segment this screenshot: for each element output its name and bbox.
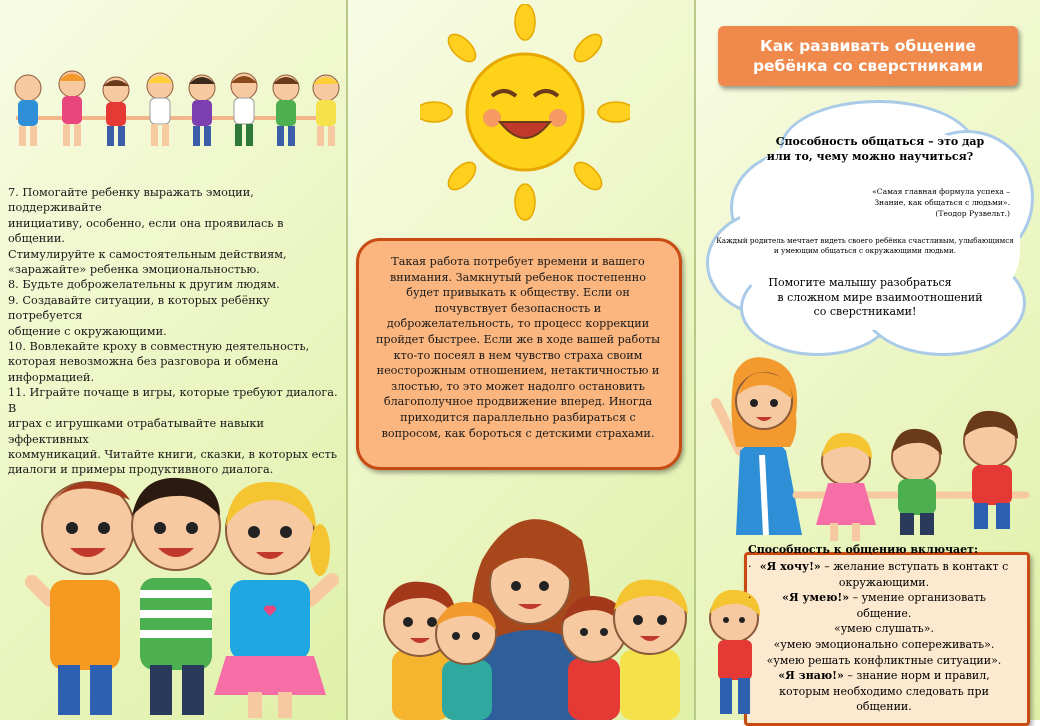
advice-line: 7. Помогайте ребенку выражать эмоции, поддерживайте [8,186,254,215]
quote-line: Знание, как общаться с людьми». [874,198,1010,207]
ability-item: «умею решать конфликтные ситуации». [766,653,1002,667]
ability-item: · «Я хочу!» – желание вступать в контакт с [748,560,1009,573]
info-line: внимания. Замкнутый ребенок постепенно [389,270,647,284]
kid-figure [313,75,339,146]
info-line: благополучное продвижение вперед. Иногда [383,395,653,409]
ability-item-cont: которым необходимо следовать при [779,684,989,698]
advice-line: играх с игрушками отрабатывайте навыки эффективных [8,417,264,446]
info-line: неосторожным отношением, нетактичностью и [376,364,660,378]
kid-figure [892,429,942,535]
ability-item: · «Я умею!» – умение организовать [748,591,986,605]
question-line: или то, чему можно научиться? [766,150,974,163]
advice-line: коммуникаций. Читайте книги, сказки, в которых есть [8,447,338,461]
cloud-wish [700,236,1030,256]
ability-item: «умею эмоционально сопереживать». [773,637,995,651]
question-line: Способность общаться – это дар [775,135,985,148]
advice-line: 11. Играйте почаще в игры, которые требуют диалога. В [8,386,338,415]
title-line: ребёнка со сверстниками [752,57,984,75]
help-line: в сложном мире взаимоотношений [777,290,983,304]
advice-text [8,185,342,478]
help-line: Помогите малышу разобраться [768,276,952,289]
kid-figure [132,478,220,715]
wish-line: Каждый родитель мечтает видеть своего ребёнка счастливым, улыбающимся [716,236,1014,245]
info-box-text [362,254,674,441]
kid-figure [214,482,332,718]
three-kids-illustration [20,470,340,720]
ability-list [748,559,1020,715]
kid-figure [614,580,688,720]
info-line: доброжелательность, то процесс коррекции [386,317,650,331]
sun-illustration [420,4,630,224]
teacher-kids-illustration [372,500,692,720]
ability-item: «Я знаю!» – знание норм и правил, [778,669,990,683]
info-line: пройдет быстрее. Если же в ходе вашей работы [375,332,661,346]
advice-line: 10. Вовлекайте кроху в совместную деятельность, [8,340,310,354]
cloud-quote [830,186,1010,219]
ability-heading: Способность к общению включает: [748,543,979,556]
info-line: приходится параллельно разбираться с [400,410,636,424]
info-line: вопросом, как бороться с детскими страхами. [381,426,655,440]
info-line: Такая работа потребует времени и вашего [391,255,645,268]
kid-figure [816,433,876,541]
brochure-title [718,26,1018,86]
ability-item-cont: окружающими. [838,575,930,589]
mother-kids-illustration [706,355,1036,545]
info-line: будет привыкать к обществу. Если он [406,286,630,300]
wish-line: и умеющим общаться с окружающими людьми. [773,246,957,255]
quote-line: (Теодор Рузвельт.) [935,209,1010,218]
info-line: почувствует безопасность и [434,301,602,315]
kid-figure [32,482,134,715]
advice-line: диалоги и примеры продуктивного диалога. [8,463,274,477]
advice-line: 9. Создавайте ситуации, в которых ребёнку потребуется [8,293,270,323]
kid-figure [59,71,85,146]
kids-row-illustration [6,66,342,152]
kid-figure [189,75,215,146]
info-line: злостью, то это может надолго остановить [391,379,645,393]
woman-figure [716,357,802,535]
kid-figure [147,73,173,146]
kid-figure [103,77,129,146]
quote-line: «Самая главная формула успеха – [872,187,1010,196]
cloud-question [720,134,1020,164]
cloud-help [740,276,990,320]
advice-line: Стимулируйте к самостоятельным действиям, [8,247,287,261]
kid-figure [15,75,41,146]
info-line: кто-то посеял в нем чувство страха своим [393,348,643,362]
title-line: Как развивать общение [760,37,976,55]
help-line: со сверстниками! [813,305,917,318]
ability-item-cont: общении. [856,700,912,714]
advice-line: информацией. [8,370,95,384]
ability-item-cont: общение. [856,606,912,620]
kid-figure [231,73,257,146]
ability-item: «умею слушать». [833,622,935,636]
advice-line: которая невозможна без разговора и обмена [8,355,279,369]
advice-line: общение с окружающими. [8,324,167,338]
advice-line: инициативу, особенно, если она проявилась в общении. [8,216,284,246]
advice-line: 8. Будьте доброжелательны к другим людям. [8,278,280,292]
advice-line: «заражайте» ребенка эмоциональностью. [8,263,260,277]
kid-figure [964,411,1018,529]
kid-figure [273,75,299,146]
